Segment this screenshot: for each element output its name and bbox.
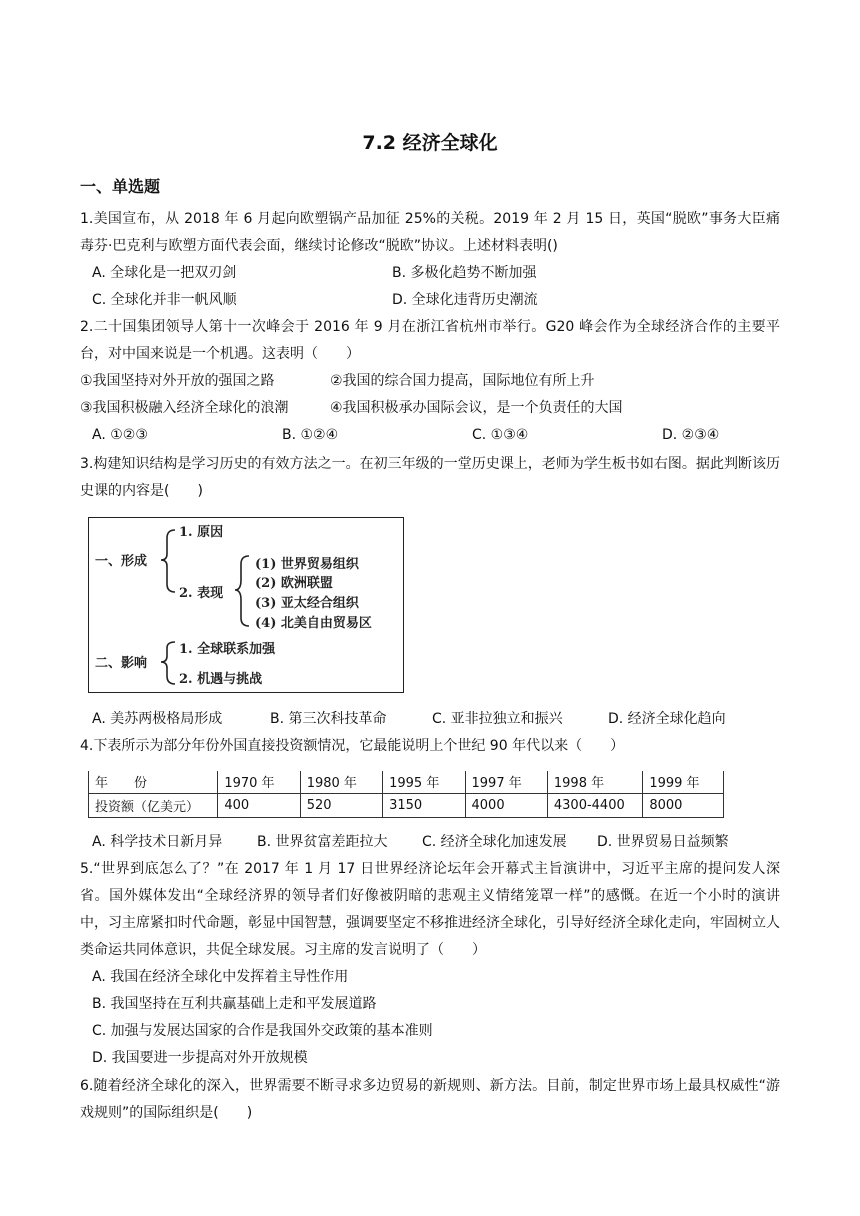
table-crop-edge — [88, 767, 724, 771]
investment-table — [88, 767, 724, 823]
table-cell: 3150 — [383, 794, 465, 818]
section-heading: 一、单选题 — [80, 177, 161, 196]
option-c[interactable]: C. 亚非拉独立和振兴 — [432, 711, 563, 727]
option-a[interactable]: A. 科学技术日新月异 — [92, 834, 223, 850]
question-1-text: 1.美国宣布，从 2018 年 6 月起向欧塑锅产品加征 25%的关税。2019 年 2 月 15 日，英国“脱欧”事务大臣痛毒芬·巴克利与欧塑方面代表会面，继续讨论修改“脱欧”协议。上述材料表明() — [80, 211, 780, 254]
table-cell: 1995 年 — [383, 770, 465, 794]
option-c[interactable]: C. 加强与发展达国家的合作是我国外交政策的基本准则 — [92, 1023, 433, 1039]
table-header-row — [89, 770, 724, 794]
table-cell: 年 份 — [89, 770, 218, 794]
question-3-text: 3.构建知识结构是学习历史的有效方法之一。在初三年级的一堂历史课上，老师为学生板书如右图。据此判断该历史课的内容是( ) — [80, 456, 780, 499]
table-cell: 4000 — [465, 794, 547, 818]
diagram-impact-1: 1. 全球联系加强 — [179, 642, 276, 657]
page-title: 7.2 经济全球化 — [362, 132, 498, 154]
question-4-options-block — [80, 829, 780, 856]
knowledge-structure-diagram — [88, 517, 404, 693]
question-1-options — [80, 260, 780, 314]
question-2-text: 2.二十国集团领导人第十一次峰会于 2016 年 9 月在浙江省杭州市举行。G20 峰会作为全球经济合作的主要平台，对中国来说是一个机遇。这表明（ ） — [80, 319, 780, 362]
statement-3: ③我国积极融入经济全球化的浪潮 — [80, 400, 289, 416]
table-row — [89, 794, 724, 818]
diagram-cause: 1. 原因 — [179, 525, 224, 540]
option-c[interactable]: C. 全球化并非一帆风顺 — [92, 292, 237, 308]
table-cell: 1970 年 — [218, 770, 300, 794]
statement-1: ①我国坚持对外开放的强国之路 — [80, 373, 275, 389]
statement-2: ②我国的综合国力提高，国际地位有所上升 — [330, 373, 595, 389]
option-c[interactable]: C. 经济全球化加速发展 — [422, 834, 567, 850]
diagram-manifestation: 2. 表现 — [179, 586, 224, 601]
table-cell: 投资额（亿美元） — [89, 794, 218, 818]
question-4 — [80, 733, 780, 760]
statement-4: ④我国积极承办国际会议，是一个负责任的大国 — [330, 400, 623, 416]
question-2-options — [80, 422, 780, 449]
option-d[interactable]: D. 我国要进一步提高对外开放规模 — [92, 1050, 308, 1066]
question-5-text: 5.“世界到底怎么了？”在 2017 年 1 月 17 日世界经济论坛年会开幕式主旨演讲中，习近平主席的提问发人深省。国外媒体发出“全球经济界的领导者们好像被阴暗的悲观主义情绪笼罩一样”的感慨。在近一个小时的演讲中，习主席紧扣时代命题，彰显中国智慧，强调要坚定不移推进经济全球化，引导好经济全球化走向，牢固树立人类命运共同体意识，共促全球发展。习主席的发言说明了（ ） — [80, 861, 780, 958]
diagram-item-4: (4) 北美自由贸易区 — [255, 616, 372, 631]
question-2 — [80, 314, 780, 449]
question-4-options — [80, 829, 780, 856]
diagram-item-3: (3) 亚太经合组织 — [255, 596, 359, 611]
table-cell: 400 — [218, 794, 300, 818]
table-cell: 1997 年 — [465, 770, 547, 794]
question-3-options — [80, 706, 780, 733]
diagram-impact-2: 2. 机遇与挑战 — [179, 672, 263, 687]
table-cell: 8000 — [643, 794, 724, 818]
question-3 — [80, 451, 780, 505]
diagram-section-2: 二、影响 — [95, 656, 148, 671]
option-d[interactable]: D. 全球化违背历史潮流 — [392, 292, 538, 308]
option-d[interactable]: D. 世界贸易日益频繁 — [597, 834, 729, 850]
question-6-text: 6.随着经济全球化的深入，世界需要不断寻求多边贸易的新规则、新方法。目前，制定世界市场上最具权威性“游戏规则”的国际组织是( ) — [80, 1078, 780, 1121]
option-a[interactable]: A. ①②③ — [92, 427, 148, 443]
diagram-item-1: (1) 世界贸易组织 — [255, 557, 359, 572]
option-b[interactable]: B. 多极化趋势不断加强 — [392, 265, 537, 281]
question-6 — [80, 1073, 780, 1127]
option-a[interactable]: A. 我国在经济全球化中发挥着主导性作用 — [92, 969, 349, 985]
table-cell: 520 — [300, 794, 382, 818]
option-a[interactable]: A. 美苏两极格局形成 — [92, 711, 223, 727]
question-4-text: 4.下表所示为部分年份外国直接投资额情况，它最能说明上个世纪 90 年代以来（ ） — [80, 738, 625, 754]
option-b[interactable]: B. 第三次科技革命 — [270, 711, 387, 727]
question-5 — [80, 856, 780, 1072]
option-b[interactable]: B. 世界贫富差距拉大 — [257, 834, 388, 850]
brace-2 — [235, 556, 249, 626]
question-3-options-block — [80, 706, 780, 733]
option-b[interactable]: B. ①②④ — [282, 427, 339, 443]
diagram-section-1: 一、形成 — [95, 554, 148, 569]
table-cell: 1999 年 — [643, 770, 724, 794]
question-1 — [80, 206, 780, 314]
option-c[interactable]: C. ①③④ — [472, 427, 529, 443]
table-cell: 1998 年 — [547, 770, 642, 794]
brace-3 — [161, 642, 175, 684]
option-b[interactable]: B. 我国坚持在互利共赢基础上走和平发展道路 — [92, 996, 377, 1012]
table-cell: 4300-4400 — [547, 794, 642, 818]
diagram-item-2: (2) 欧洲联盟 — [255, 576, 333, 591]
option-a[interactable]: A. 全球化是一把双刃剑 — [92, 265, 237, 281]
brace-1 — [161, 530, 175, 592]
option-d[interactable]: D. ②③④ — [662, 427, 720, 443]
question-2-statements — [80, 368, 780, 422]
table-cell: 1980 年 — [300, 770, 382, 794]
option-d[interactable]: D. 经济全球化趋向 — [608, 711, 726, 727]
